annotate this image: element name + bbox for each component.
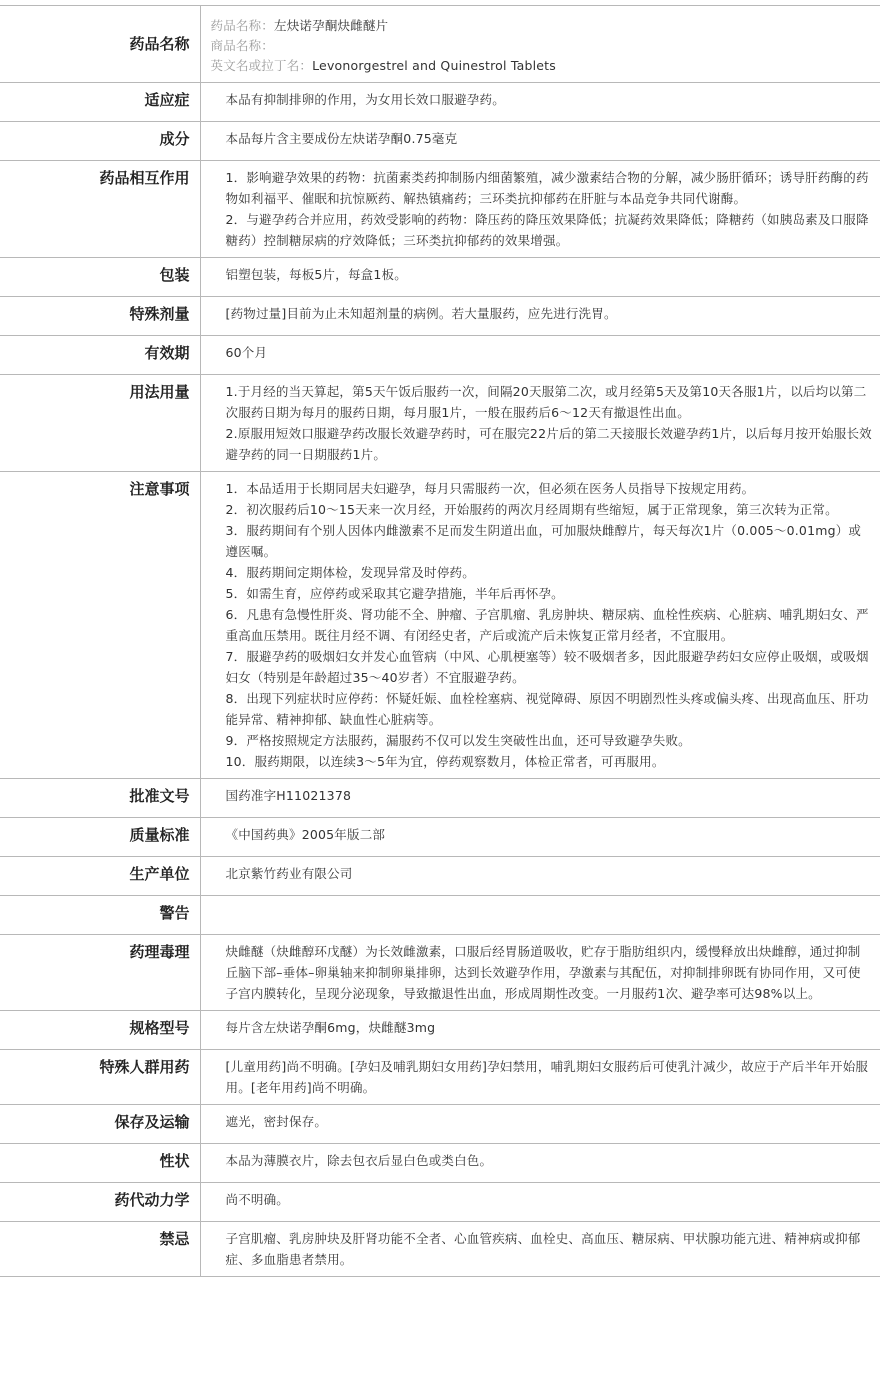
warning-text <box>200 896 880 935</box>
row-dosage <box>0 375 880 472</box>
ingredients-text: 本品每片含主要成份左炔诺孕酮0.75毫克 <box>200 122 880 161</box>
pharmacology-text: 炔雌醚（炔雌醇环戊醚）为长效雌激素，口服后经胃肠道吸收，贮存于脂肪组织内，缓慢释放出炔雌醇，通过抑制丘脑下部–垂体–卵巢轴来抑制卵巢排卵，达到长效避孕作用，孕激素与其配伍，对抑制排卵既有协同作用，又可使子宫内膜转化，呈现分泌现象，导致撤退性出血，形成周期性改变。一月服药1次、避孕率可达98%以上。 <box>200 935 880 1011</box>
precautions-item: 9．严格按照规定方法服药，漏服药不仅可以发生突破性出血，还可导致避孕失败。 <box>225 733 691 748</box>
trade-name-line <box>211 36 873 56</box>
dosage-item: 1.于月经的当天算起，第5天午饭后服药一次，间隔20天服第二次，或月经第5天及第10天各服1片，以后均以第二次服药日期为每月的服药日期，每月服1片，一般在服药后6～12天有撤退性出血。 <box>225 384 867 420</box>
row-interactions <box>0 161 880 258</box>
row-pharmacokinetics <box>0 1183 880 1222</box>
dosage-item: 2.原服用短效口服避孕药改服长效避孕药时，可在服完22片后的第二天接服长效避孕药1片，以后每月按开始服长效避孕药的同一日期服药1片。 <box>225 426 872 462</box>
special-populations-text: [儿童用药]尚不明确。[孕妇及哺乳期妇女用药]孕妇禁用，哺乳期妇女服药后可使乳汁减少，故应于产后半年开始服用。[老年用药]尚不明确。 <box>200 1050 880 1105</box>
trade-name-key: 商品名称： <box>210 38 275 53</box>
row-warning <box>0 896 880 935</box>
english-name-line <box>211 56 873 76</box>
row-special-populations <box>0 1050 880 1105</box>
row-storage <box>0 1105 880 1144</box>
row-precautions <box>0 472 880 779</box>
label-storage: 保存及运输 <box>0 1105 200 1144</box>
approval-text: 国药准字H11021378 <box>200 779 880 818</box>
precautions-item: 5．如需生育，应停药或采取其它避孕措施，半年后再怀孕。 <box>225 586 564 601</box>
label-specification: 规格型号 <box>0 1011 200 1050</box>
precautions-item: 4．服药期间定期体检，发现异常及时停药。 <box>225 565 475 580</box>
validity-text: 60个月 <box>200 336 880 375</box>
row-drug-name <box>0 6 880 83</box>
storage-text: 遮光，密封保存。 <box>200 1105 880 1144</box>
row-pharmacology <box>0 935 880 1011</box>
label-manufacturer: 生产单位 <box>0 857 200 896</box>
precautions-item: 2．初次服药后10～15天来一次月经，开始服药的两次月经周期有些缩短，属于正常现象，第三次转为正常。 <box>225 502 838 517</box>
generic-name-value: 左炔诺孕酮炔雌醚片 <box>274 18 389 33</box>
label-validity: 有效期 <box>0 336 200 375</box>
english-name-value: Levonorgestrel and Quinestrol Tablets <box>312 58 556 73</box>
label-drug-name: 药品名称 <box>0 6 200 83</box>
packaging-text: 铝塑包装，每板5片，每盒1板。 <box>200 258 880 297</box>
precautions-item: 8．出现下列症状时应停药：怀疑妊娠、血栓栓塞病、视觉障碍、原因不明剧烈性头疼或偏头疼、出现高血压、肝功能异常、精神抑郁、缺血性心脏病等。 <box>225 691 869 727</box>
english-name-key: 英文名或拉丁名： <box>210 58 313 73</box>
row-standard <box>0 818 880 857</box>
drug-name-cell <box>200 6 880 83</box>
label-ingredients: 成分 <box>0 122 200 161</box>
row-packaging <box>0 258 880 297</box>
row-manufacturer <box>0 857 880 896</box>
row-appearance <box>0 1144 880 1183</box>
drug-info-table <box>0 5 880 1277</box>
label-appearance: 性状 <box>0 1144 200 1183</box>
row-contraindications <box>0 1222 880 1277</box>
label-overdose: 特殊剂量 <box>0 297 200 336</box>
row-approval <box>0 779 880 818</box>
label-packaging: 包装 <box>0 258 200 297</box>
precautions-item: 10．服药期限，以连续3～5年为宜，停药观察数月，体检正常者，可再服用。 <box>225 754 665 769</box>
label-pharmacology: 药理毒理 <box>0 935 200 1011</box>
indication-text: 本品有抑制排卵的作用，为女用长效口服避孕药。 <box>200 83 880 122</box>
interactions-cell <box>200 161 880 258</box>
appearance-text: 本品为薄膜衣片，除去包衣后显白色或类白色。 <box>200 1144 880 1183</box>
standard-text: 《中国药典》2005年版二部 <box>200 818 880 857</box>
label-contraindications: 禁忌 <box>0 1222 200 1277</box>
interactions-item: 1．影响避孕效果的药物：抗菌素类药抑制肠内细菌繁殖，减少激素结合物的分解，减少肠肝循环；诱导肝药酶的药物如利福平、催眠和抗惊厥药、解热镇痛药；三环类抗抑郁药在肝脏与本品竞争共同代谢酶。 <box>225 170 869 206</box>
precautions-item: 6．凡患有急慢性肝炎、肾功能不全、肿瘤、子宫肌瘤、乳房肿块、糖尿病、血栓性疾病、心脏病、哺乳期妇女、严重高血压禁用。既往月经不调、有闭经史者，产后或流产后未恢复正常月经者，不宜服用。 <box>225 607 869 643</box>
label-dosage: 用法用量 <box>0 375 200 472</box>
label-special-populations: 特殊人群用药 <box>0 1050 200 1105</box>
overdose-text: [药物过量]目前为止未知超剂量的病例。若大量服药，应先进行洗胃。 <box>200 297 880 336</box>
precautions-cell <box>200 472 880 779</box>
row-overdose <box>0 297 880 336</box>
label-pharmacokinetics: 药代动力学 <box>0 1183 200 1222</box>
label-indication: 适应症 <box>0 83 200 122</box>
row-ingredients <box>0 122 880 161</box>
precautions-item: 1．本品适用于长期同居夫妇避孕，每月只需服药一次，但必须在医务人员指导下按规定用药。 <box>225 481 755 496</box>
row-specification <box>0 1011 880 1050</box>
specification-text: 每片含左炔诺孕酮6mg，炔雌醚3mg <box>200 1011 880 1050</box>
precautions-item: 3．服药期间有个别人因体内雌激素不足而发生阴道出血，可加服炔雌醇片，每天每次1片（0.005～0.01mg）或遵医嘱。 <box>225 523 862 559</box>
label-precautions: 注意事项 <box>0 472 200 779</box>
generic-name-key: 药品名称： <box>210 18 275 33</box>
row-validity <box>0 336 880 375</box>
manufacturer-text: 北京紫竹药业有限公司 <box>200 857 880 896</box>
generic-name-line <box>211 16 873 36</box>
precautions-item: 7．服避孕药的吸烟妇女并发心血管病（中风、心肌梗塞等）较不吸烟者多，因此服避孕药妇女应停止吸烟，或吸烟妇女（特别是年龄超过35～40岁者）不宜服避孕药。 <box>225 649 869 685</box>
label-interactions: 药品相互作用 <box>0 161 200 258</box>
interactions-item: 2．与避孕药合并应用，药效受影响的药物：降压药的降压效果降低；抗凝药效果降低；降糖药（如胰岛素及口服降糖药）控制糖尿病的疗效降低；三环类抗抑郁药的效果增强。 <box>225 212 869 248</box>
contraindications-text: 子宫肌瘤、乳房肿块及肝肾功能不全者、心血管疾病、血栓史、高血压、糖尿病、甲状腺功能亢进、精神病或抑郁症、多血脂患者禁用。 <box>200 1222 880 1277</box>
pharmacokinetics-text: 尚不明确。 <box>200 1183 880 1222</box>
label-approval: 批准文号 <box>0 779 200 818</box>
row-indication <box>0 83 880 122</box>
label-warning: 警告 <box>0 896 200 935</box>
dosage-cell <box>200 375 880 472</box>
label-standard: 质量标准 <box>0 818 200 857</box>
